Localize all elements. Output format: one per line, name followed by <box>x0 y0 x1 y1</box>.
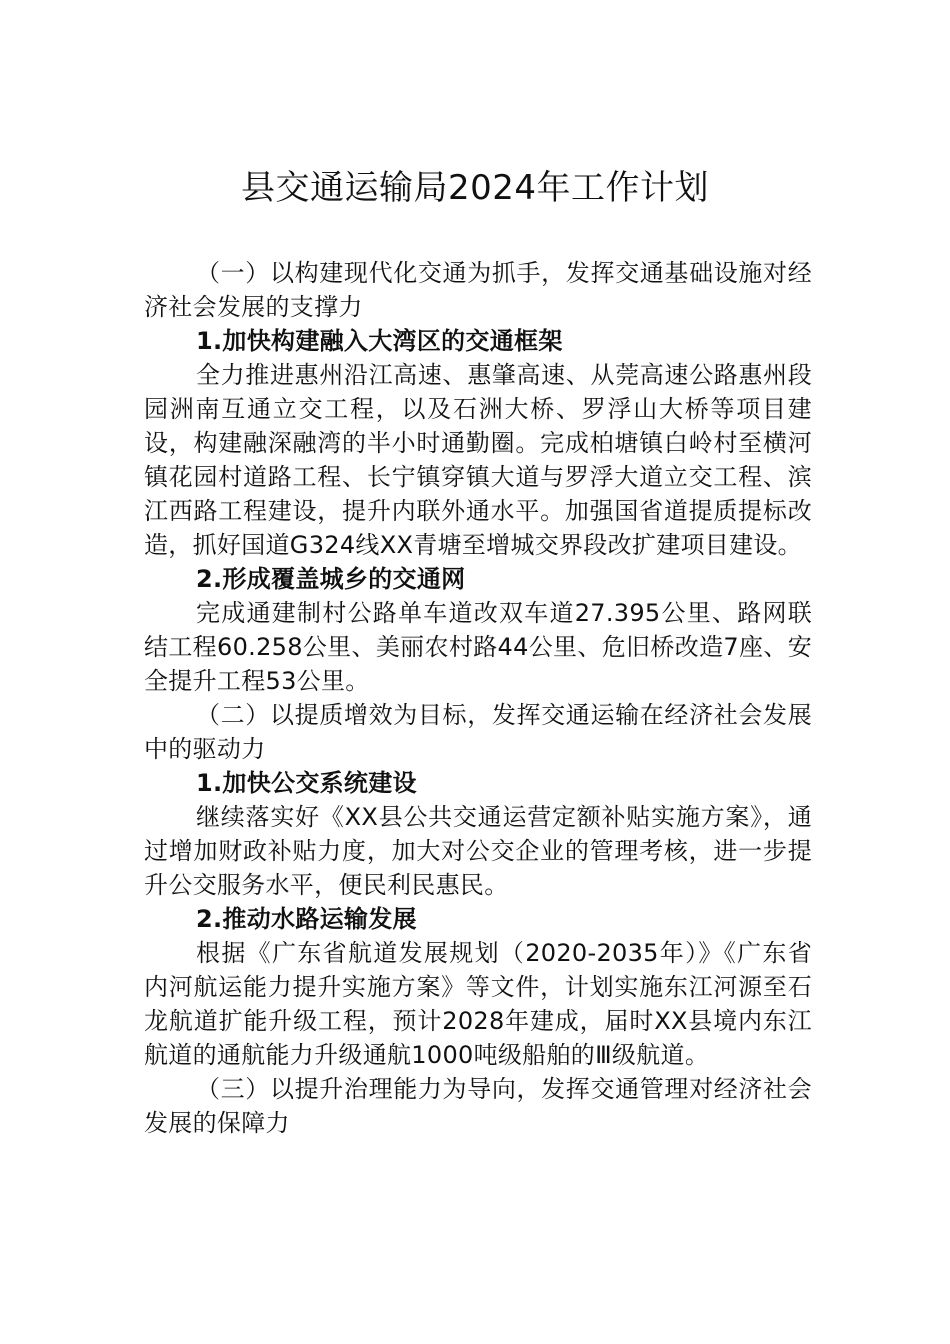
section-2-item-1-paragraph: 继续落实好《XX县公共交通运营定额补贴实施方案》，通过增加财政补贴力度，加大对公交企业的管理考核，进一步提升公交服务水平，便民利民惠民。 <box>144 803 812 899</box>
section-1-item-2-paragraph: 完成通建制村公路单车道改双车道27.395公里、路网联结工程60.258公里、美丽农村路44公里、危旧桥改造7座、安全提升工程53公里。 <box>144 599 812 695</box>
document-title: 县交通运输局2024年工作计划 <box>240 168 710 208</box>
section-1-item-2-subheading: 2.形成覆盖城乡的交通网 <box>196 565 466 593</box>
section-2-item-1-subheading: 1.加快公交系统建设 <box>196 769 417 797</box>
section-2-heading: （二）以提质增效为目标，发挥交通运输在经济社会发展中的驱动力 <box>144 701 812 763</box>
section-3-heading: （三）以提升治理能力为导向，发挥交通管理对经济社会发展的保障力 <box>144 1075 812 1137</box>
section-1-item-1-subheading: 1.加快构建融入大湾区的交通框架 <box>196 327 563 355</box>
section-1-item-1-paragraph: 全力推进惠州沿江高速、惠肇高速、从莞高速公路惠州段园洲南互通立交工程，以及石洲大桥、罗浮山大桥等项目建设，构建融深融湾的半小时通勤圈。完成柏塘镇白岭村至横河镇花园村道路工程、长宁镇穿镇大道与罗浮大道立交工程、滨江西路工程建设，提升内联外通水平。加强国省道提质提标改造，抓好国道G324线XX青塘至增城交界段改扩建项目建设。 <box>144 361 812 559</box>
section-1-heading: （一）以构建现代化交通为抓手，发挥交通基础设施对经济社会发展的支撑力 <box>144 259 812 321</box>
document-body <box>144 256 812 1140</box>
section-2-item-2-paragraph: 根据《广东省航道发展规划（2020-2035年）》《广东省内河航运能力提升实施方案》等文件，计划实施东江河源至石龙航道扩能升级工程，预计2028年建成，届时XX县境内东江航道的通航能力升级通航1000吨级船舶的Ⅲ级航道。 <box>144 939 812 1069</box>
section-2-item-2-subheading: 2.推动水路运输发展 <box>196 905 417 933</box>
